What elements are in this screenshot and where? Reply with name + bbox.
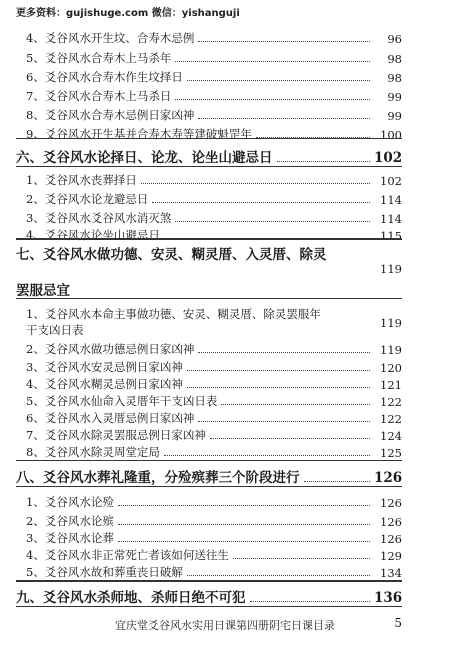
dot-leader bbox=[198, 421, 370, 422]
toc-entry-page: 114 bbox=[380, 212, 402, 226]
dot-leader bbox=[187, 80, 370, 81]
toc-entry[interactable] bbox=[26, 376, 402, 392]
toc-entry[interactable] bbox=[26, 513, 402, 529]
dot-leader bbox=[175, 221, 370, 222]
toc-entry-title: 3、爻谷风水论葬 bbox=[26, 531, 114, 545]
page-footer: 宜庆堂爻谷风水实用日课第四册阴宅日课目录 bbox=[115, 619, 335, 632]
toc-entry-page: 124 bbox=[380, 429, 402, 443]
toc-entry[interactable] bbox=[26, 191, 402, 207]
toc-entry-title: 4、爻谷风水糊灵忌例日家凶神 bbox=[26, 377, 183, 391]
toc-entry-title: 5、爻谷风水仙命入灵厝年干支凶日表 bbox=[26, 394, 218, 408]
dot-leader bbox=[304, 481, 371, 482]
toc-entry-page: 126 bbox=[380, 496, 402, 510]
dot-leader bbox=[175, 99, 370, 100]
toc-entry[interactable] bbox=[26, 88, 402, 104]
dot-leader bbox=[152, 202, 370, 203]
section-rule bbox=[16, 460, 402, 461]
dot-leader bbox=[233, 558, 370, 559]
toc-entry[interactable] bbox=[26, 564, 402, 580]
toc-entry-page: 96 bbox=[387, 32, 402, 46]
toc-entry-page: 134 bbox=[380, 566, 402, 580]
toc-entry-title: 6、爻谷风水入灵厝忌例日家凶神 bbox=[26, 411, 195, 425]
dot-leader bbox=[118, 524, 370, 525]
toc-entry-title: 4、爻谷风水开生坟、合寿木忌例 bbox=[26, 31, 195, 45]
toc-entry[interactable] bbox=[26, 30, 402, 46]
toc-entry-title-line1[interactable]: 1、爻谷风水本命主事做功德、安灵、糊灵厝、除灵罢服年 bbox=[26, 307, 321, 321]
section-rule bbox=[16, 486, 402, 487]
toc-entry-title: 7、爻谷风水除灵罢服忌例日家凶神 bbox=[26, 428, 206, 442]
toc-entry-title: 1、爻谷风水论殓 bbox=[26, 495, 114, 509]
toc-section-title: 八、爻谷风水葬礼隆重，分殓殡葬三个阶段进行 bbox=[16, 470, 300, 486]
toc-entry[interactable] bbox=[26, 427, 402, 443]
toc-entry[interactable] bbox=[26, 341, 402, 357]
section-rule bbox=[16, 298, 402, 299]
toc-entry-page: 100 bbox=[380, 128, 402, 142]
toc-entry[interactable] bbox=[26, 410, 402, 426]
toc-entry-page: 121 bbox=[380, 378, 402, 392]
toc-entry[interactable] bbox=[26, 50, 402, 66]
dot-leader bbox=[198, 41, 370, 42]
toc-section-7-page: 119 bbox=[380, 262, 402, 276]
toc-entry-title: 5、爻谷风水合寿木上马杀年 bbox=[26, 51, 172, 65]
dot-leader bbox=[221, 404, 370, 405]
toc-entry-title: 2、爻谷风水论殡 bbox=[26, 514, 114, 528]
toc-entry[interactable] bbox=[26, 210, 402, 226]
section-rule bbox=[16, 238, 402, 240]
toc-entry[interactable] bbox=[26, 444, 402, 460]
toc-entry-title: 8、爻谷风水除灵周堂定局 bbox=[26, 445, 160, 459]
toc-entry-page: 119 bbox=[380, 343, 402, 357]
toc-section-7-title-line2[interactable]: 罢服忌宜 bbox=[16, 283, 70, 299]
toc-entry-title: 4、爻谷风水论坐山避忌日 bbox=[26, 228, 160, 242]
toc-section-page: 136 bbox=[374, 590, 403, 606]
dot-leader bbox=[118, 541, 370, 542]
section-rule bbox=[16, 166, 402, 167]
toc-entry-page: 126 bbox=[380, 532, 402, 546]
toc-entry-title: 7、爻谷风水合寿木上马杀日 bbox=[26, 89, 172, 103]
toc-entry-page: 122 bbox=[380, 412, 402, 426]
toc-entry-page: 102 bbox=[380, 174, 402, 188]
toc-entry-page: 120 bbox=[380, 361, 402, 375]
dot-leader bbox=[175, 61, 370, 62]
toc-section-page: 102 bbox=[374, 150, 403, 166]
dot-leader bbox=[118, 505, 370, 506]
page-header: 更多资料：gujishuge.com 微信：yishanguji bbox=[16, 8, 240, 19]
dot-leader bbox=[210, 438, 370, 439]
toc-entry-title: 8、爻谷风水合寿木忌例日家凶神 bbox=[26, 108, 195, 122]
toc-entry-title: 3、爻谷风水安灵忌例日家凶神 bbox=[26, 360, 183, 374]
toc-section-title: 九、爻谷风水杀师地、杀师日绝不可犯 bbox=[16, 590, 246, 606]
toc-section-7-title-line1[interactable]: 七、爻谷风水做功德、安灵、糊灵厝、入灵厝、除灵 bbox=[16, 247, 327, 263]
toc-entry-title: 6、爻谷风水合寿木作生坟择日 bbox=[26, 70, 183, 84]
toc-entry-title: 9、爻谷风水开生基并合寿木寿等建破魁罡年 bbox=[26, 127, 252, 141]
toc-entry-title: 1、爻谷风水丧葬择日 bbox=[26, 173, 137, 187]
dot-leader bbox=[164, 455, 370, 456]
toc-entry-page: 129 bbox=[380, 549, 402, 563]
toc-entry-title-line2[interactable]: 干支凶日表 bbox=[26, 323, 84, 337]
dot-leader bbox=[198, 118, 370, 119]
toc-entry-page: 99 bbox=[387, 109, 402, 123]
dot-leader bbox=[187, 575, 370, 576]
toc-section-title: 六、爻谷风水论择日、论龙、论坐山避忌日 bbox=[16, 150, 273, 166]
toc-section-page: 126 bbox=[374, 470, 403, 486]
toc-entry-page: 125 bbox=[380, 446, 402, 460]
toc-entry-title: 3、爻谷风水爻谷风水消灭煞 bbox=[26, 211, 172, 225]
section-rule bbox=[16, 606, 402, 607]
toc-entry[interactable] bbox=[26, 530, 402, 546]
dot-leader bbox=[250, 601, 371, 602]
toc-entry-title: 2、爻谷风水论龙避忌日 bbox=[26, 192, 149, 206]
toc-section-8[interactable] bbox=[16, 466, 402, 486]
toc-entry[interactable] bbox=[26, 227, 402, 243]
dot-leader bbox=[141, 183, 370, 184]
toc-entry[interactable] bbox=[26, 126, 402, 142]
toc-entry-page: 119 bbox=[380, 316, 402, 330]
toc-entry[interactable] bbox=[26, 69, 402, 85]
section-rule bbox=[16, 138, 402, 139]
toc-section-9[interactable] bbox=[16, 586, 402, 606]
toc-entry[interactable] bbox=[26, 107, 402, 123]
toc-entry[interactable] bbox=[26, 494, 402, 510]
toc-entry-title: 4、爻谷风水非正常死亡者该如何送往生 bbox=[26, 548, 229, 562]
dot-leader bbox=[187, 387, 370, 388]
toc-entry-page: 114 bbox=[380, 193, 402, 207]
dot-leader bbox=[187, 370, 370, 371]
toc-entry[interactable] bbox=[26, 172, 402, 188]
toc-entry-page: 98 bbox=[387, 52, 402, 66]
toc-entry[interactable] bbox=[26, 359, 402, 375]
toc-entry-title: 5、爻谷风水故和葬重丧日破解 bbox=[26, 565, 183, 579]
dot-leader bbox=[277, 161, 371, 162]
page-number: 5 bbox=[394, 616, 402, 630]
toc-entry[interactable] bbox=[26, 393, 402, 409]
toc-entry-title: 2、爻谷风水做功德忌例日家凶神 bbox=[26, 342, 195, 356]
toc-entry-page: 122 bbox=[380, 395, 402, 409]
section-rule bbox=[16, 580, 402, 582]
toc-section-6[interactable] bbox=[16, 146, 402, 166]
toc-entry-page: 99 bbox=[387, 90, 402, 104]
toc-entry-page: 98 bbox=[387, 71, 402, 85]
toc-entry-page: 115 bbox=[380, 229, 402, 243]
toc-entry-page: 126 bbox=[380, 515, 402, 529]
dot-leader bbox=[198, 352, 370, 353]
toc-entry[interactable] bbox=[26, 547, 402, 563]
